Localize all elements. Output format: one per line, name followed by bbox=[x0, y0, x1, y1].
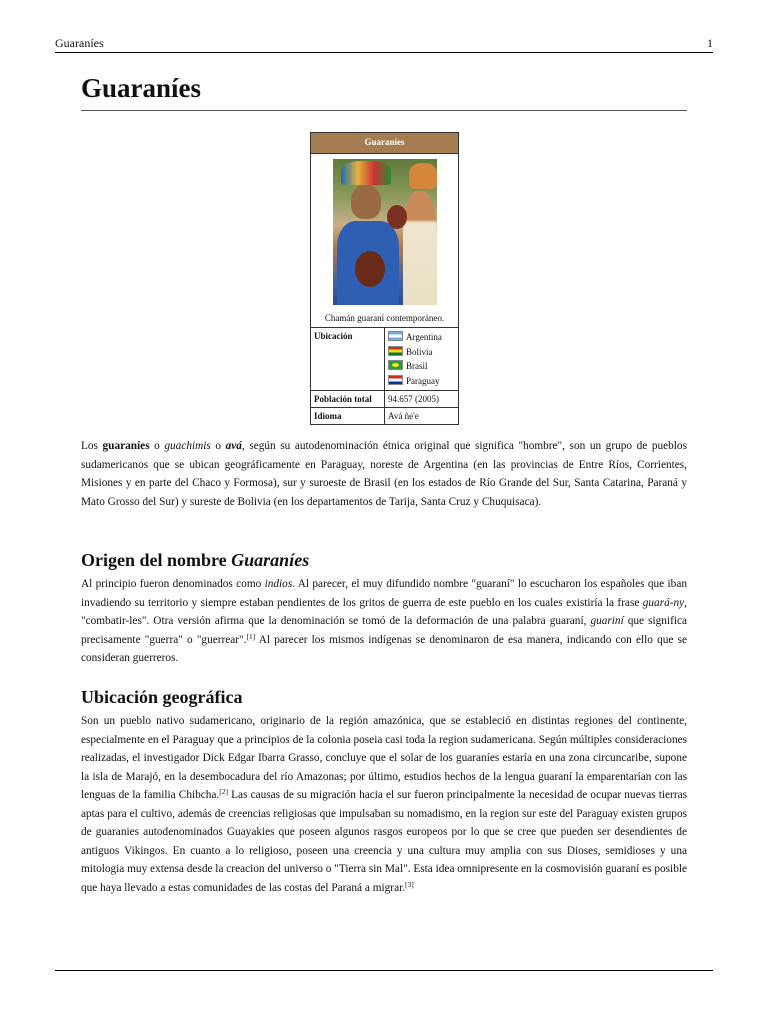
location-paragraph: Son un pueblo nativo sudamericano, originario de la región amazónica, que se estableció en distintas regiones del continente, especialmente en el Paraguay que a principios de la colonia poseia casi toda la region sudamericana. Según múltiples consideraciones realizadas, el investigador Dick Edgar Ibarra Grasso, concluye que el solar de los guaraníes estaría en una zona circuncaribe, supone la isla de Marajó, en la desembocadura del río Amazonas; por último, estudios hechos de la lengua guaraní la emparentarían con las lenguas de la familia Chibcha.[2] Las causas de su migración hacia el sur fueron principalmente la necesidad de ocupar nuevas tierras aptas para el cultivo, además de creencias religiosas que impulsaban su nomadismo, en la region sur este del Paraguay existen grupos de guaranies autodenominados Guayakies que poseen algunos rasgos europeos por lo que se cree que pueden ser desendientes de antiguos Vikingos. En cuanto a lo religioso, poseen una creencia y una cultura muy amplia con sus Dioses, semidioses y una mitologia muy extensa desde la creacion del universo o "Tierra sin Mal". Esta idea omnipresente en la cosmovisión guaraní es posible que haya llevado a estas comunidades de las costas del Paraná a migrar.[3] bbox=[81, 715, 687, 894]
country-name[interactable]: Argentina bbox=[406, 332, 442, 342]
intro-paragraph: Los guaraníes o guachimis o avá, según su autodenominación étnica original que significa "hombre", son un grupo de pueblos sudamericanos que se ubican geográficamente en Paraguay, noreste de Argentina (en las provincias de Entre Ríos, Corrientes, Misiones y en parte del Chaco y Formosa), sur y suroeste de Brasil (en los estados de Río Grande del Sur, Santa Catarina, Paraná y Mato Grosso del Sur) y sureste de Bolivia (en los departamentos de Tarija, Santa Cruz y Chuquisaca). bbox=[81, 440, 687, 508]
shaman-photo[interactable] bbox=[333, 159, 437, 305]
country-name[interactable]: Brasil bbox=[406, 361, 428, 371]
footer-rule bbox=[55, 970, 713, 971]
infobox-title: Guaraníes bbox=[311, 133, 458, 154]
page-number: 1 bbox=[707, 36, 713, 50]
location-value bbox=[385, 328, 459, 391]
country-argentina[interactable] bbox=[388, 330, 455, 345]
infobox-row-language bbox=[311, 408, 458, 425]
running-header bbox=[55, 36, 713, 53]
brazil-flag-icon bbox=[388, 360, 403, 370]
infobox-caption: Chamán guaraní contemporáneo. bbox=[311, 308, 458, 328]
population-value: 94.657 (2005) bbox=[385, 391, 459, 408]
country-paraguay[interactable] bbox=[388, 374, 455, 389]
bolivia-flag-icon bbox=[388, 346, 403, 356]
guachimis-term: guachimis bbox=[164, 440, 211, 452]
section-heading-location: Ubicación geográfica bbox=[81, 687, 243, 707]
country-name[interactable]: Bolivia bbox=[406, 346, 433, 357]
reference-link-1[interactable]: [1] bbox=[246, 631, 256, 641]
infobox bbox=[310, 132, 459, 425]
infobox-row-location bbox=[311, 328, 458, 391]
section-heading-origin: Origen del nombre Guaraníes bbox=[81, 550, 310, 570]
language-label: Idioma bbox=[311, 408, 385, 425]
origin-paragraph: Al principio fueron denominados como indios. Al parecer, el muy difundido nombre "guaraní" lo escucharon los españoles que iban invadiendo su territorio y siempre estaban pendientes de los gritos de guerra de este pueblo en los cuales existiría la frase guará-ny, "combatir-les". Otra versión afirma que la denominación se tomó de la deformación de una palabra guaraní, guariní que significa precisamente "guerra" o "guerrear".[1] Al parecer los mismos indígenas se denominaron de esa manera, indicando con ello que se consideran guerreros. bbox=[81, 578, 688, 664]
population-label: Población total bbox=[311, 391, 385, 408]
reference-link-3[interactable]: [3] bbox=[405, 879, 414, 889]
argentina-flag-icon bbox=[388, 331, 403, 341]
paraguay-flag-icon bbox=[388, 375, 403, 385]
language-value[interactable]: Avá ñe'e bbox=[385, 408, 459, 425]
country-name[interactable]: Paraguay bbox=[406, 375, 440, 386]
infobox-row-population bbox=[311, 391, 458, 408]
reference-link-2[interactable]: [2] bbox=[219, 787, 229, 796]
running-header-title: Guaraníes bbox=[55, 36, 104, 50]
country-bolivia[interactable] bbox=[388, 345, 455, 360]
ava-term: avá bbox=[225, 440, 242, 452]
article-title: Guaraníes bbox=[81, 70, 687, 111]
country-brasil[interactable] bbox=[388, 359, 455, 374]
guaranies-term: guaraníes bbox=[102, 440, 150, 452]
location-label: Ubicación bbox=[311, 328, 385, 391]
infobox-table bbox=[311, 328, 458, 424]
